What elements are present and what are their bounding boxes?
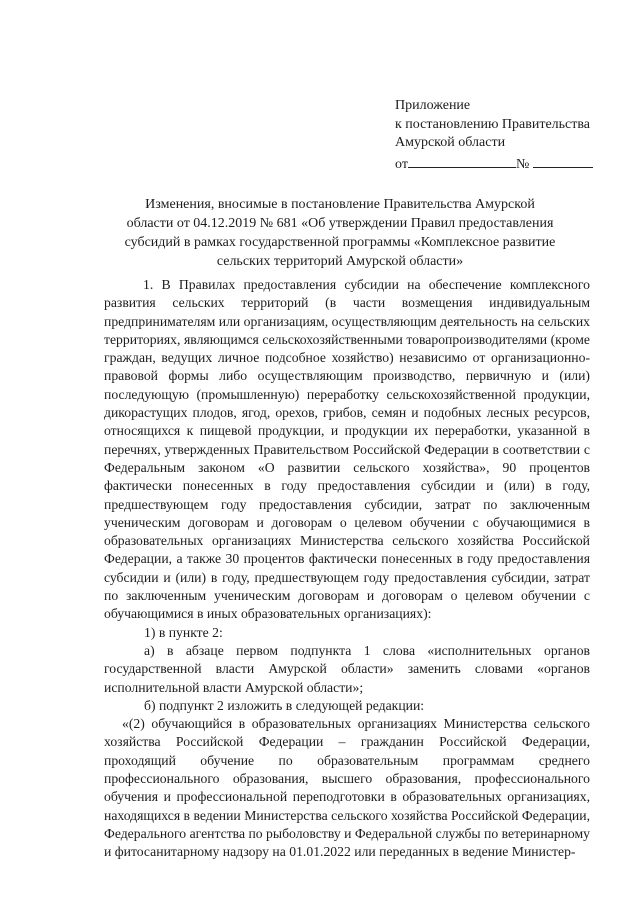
title-line-4: сельских территорий Амурской области»: [216, 254, 464, 269]
document-title: [120, 195, 560, 271]
date-field: [408, 153, 516, 168]
paragraph-3: а) в абзаце первом подпункта 1 слова «исполнительных органов государственной власти Амурской области» заменить словами «органов исполнительной власти Амурской области»;: [104, 642, 590, 695]
appendix-region-line: Амурской области: [395, 135, 506, 150]
paragraph-5: «(2) обучающийся в образовательных организациях Министерства сельского хозяйства Российской Федерации – гражданин Российской Федерации, проходящий обучение по образовательным программам среднего профессионального образования, высшего образования, профессионального обучения и профессиональной переподготовки в образовательных организациях, находящихся в ведении Министерства сельского хозяйства Российской Федерации, Федерального агентства по рыболовству и Федеральной службы по ветеринарному и фитосанитарному надзору на 01.01.2022 или переданных в ведение Министер-: [104, 716, 590, 860]
number-prefix: №: [515, 156, 530, 172]
appendix-header: [395, 97, 593, 172]
appendix-resolution-line: к постановлению Правительства: [395, 116, 591, 132]
title-line-2: области от 04.12.2019 № 681 «Об утверждении Правил предоставления: [126, 216, 554, 231]
document-body: [104, 276, 590, 862]
title-line-3: субсидий в рамках государственной программы «Комплексное развитие: [124, 235, 556, 250]
appendix-date-number-line: [395, 153, 593, 172]
paragraph-2: 1) в пункте 2:: [144, 624, 223, 640]
paragraph-1: 1. В Правилах предоставления субсидии на обеспечение комплексного развития сельских территорий (в части возмещения индивидуальным предпринимателям или организациям, осуществляющим деятельность на сельских территориях, являющимся сельскохозяйственными товаропроизводителями (кроме граждан, ведущих личное подсобное хозяйство) независимо от организационно-правовой формы либо осуществляющим производство, первичную и (или) последующую (промышленную) переработку сельскохозяйственной продукции, дикорастущих плодов, ягод, орехов, грибов, семян и подобных лесных ресурсов, относящихся к пищевой продукции, и продукции их переработки, указанной в перечнях, утвержденных Правительством Российской Федерации в соответствии с Федеральным законом «О развитии сельского хозяйства», 90 процентов фактически понесенных в году предоставления субсидии и (или) в году, предшествующем году предоставления субсидии, затрат по заключенным ученическим договорам и договорам о целевом обучении с обучающимися в образовательных организациях Министерства сельского хозяйства Российской Федерации, а также 30 процентов фактически понесенных в году предоставления субсидии и (или) в году, предшествующем году предоставления субсидии, затрат по заключенным ученическим договорам и договорам о целевом обучении с обучающимися в иных образовательных организациях):: [104, 277, 590, 622]
number-field: [533, 153, 593, 168]
paragraph-4: б) подпункт 2 изложить в следующей редакции:: [144, 697, 425, 713]
date-prefix: от: [395, 156, 408, 172]
title-line-1: Изменения, вносимые в постановление Правительства Амурской: [145, 197, 535, 212]
appendix-title: Приложение: [395, 98, 471, 113]
